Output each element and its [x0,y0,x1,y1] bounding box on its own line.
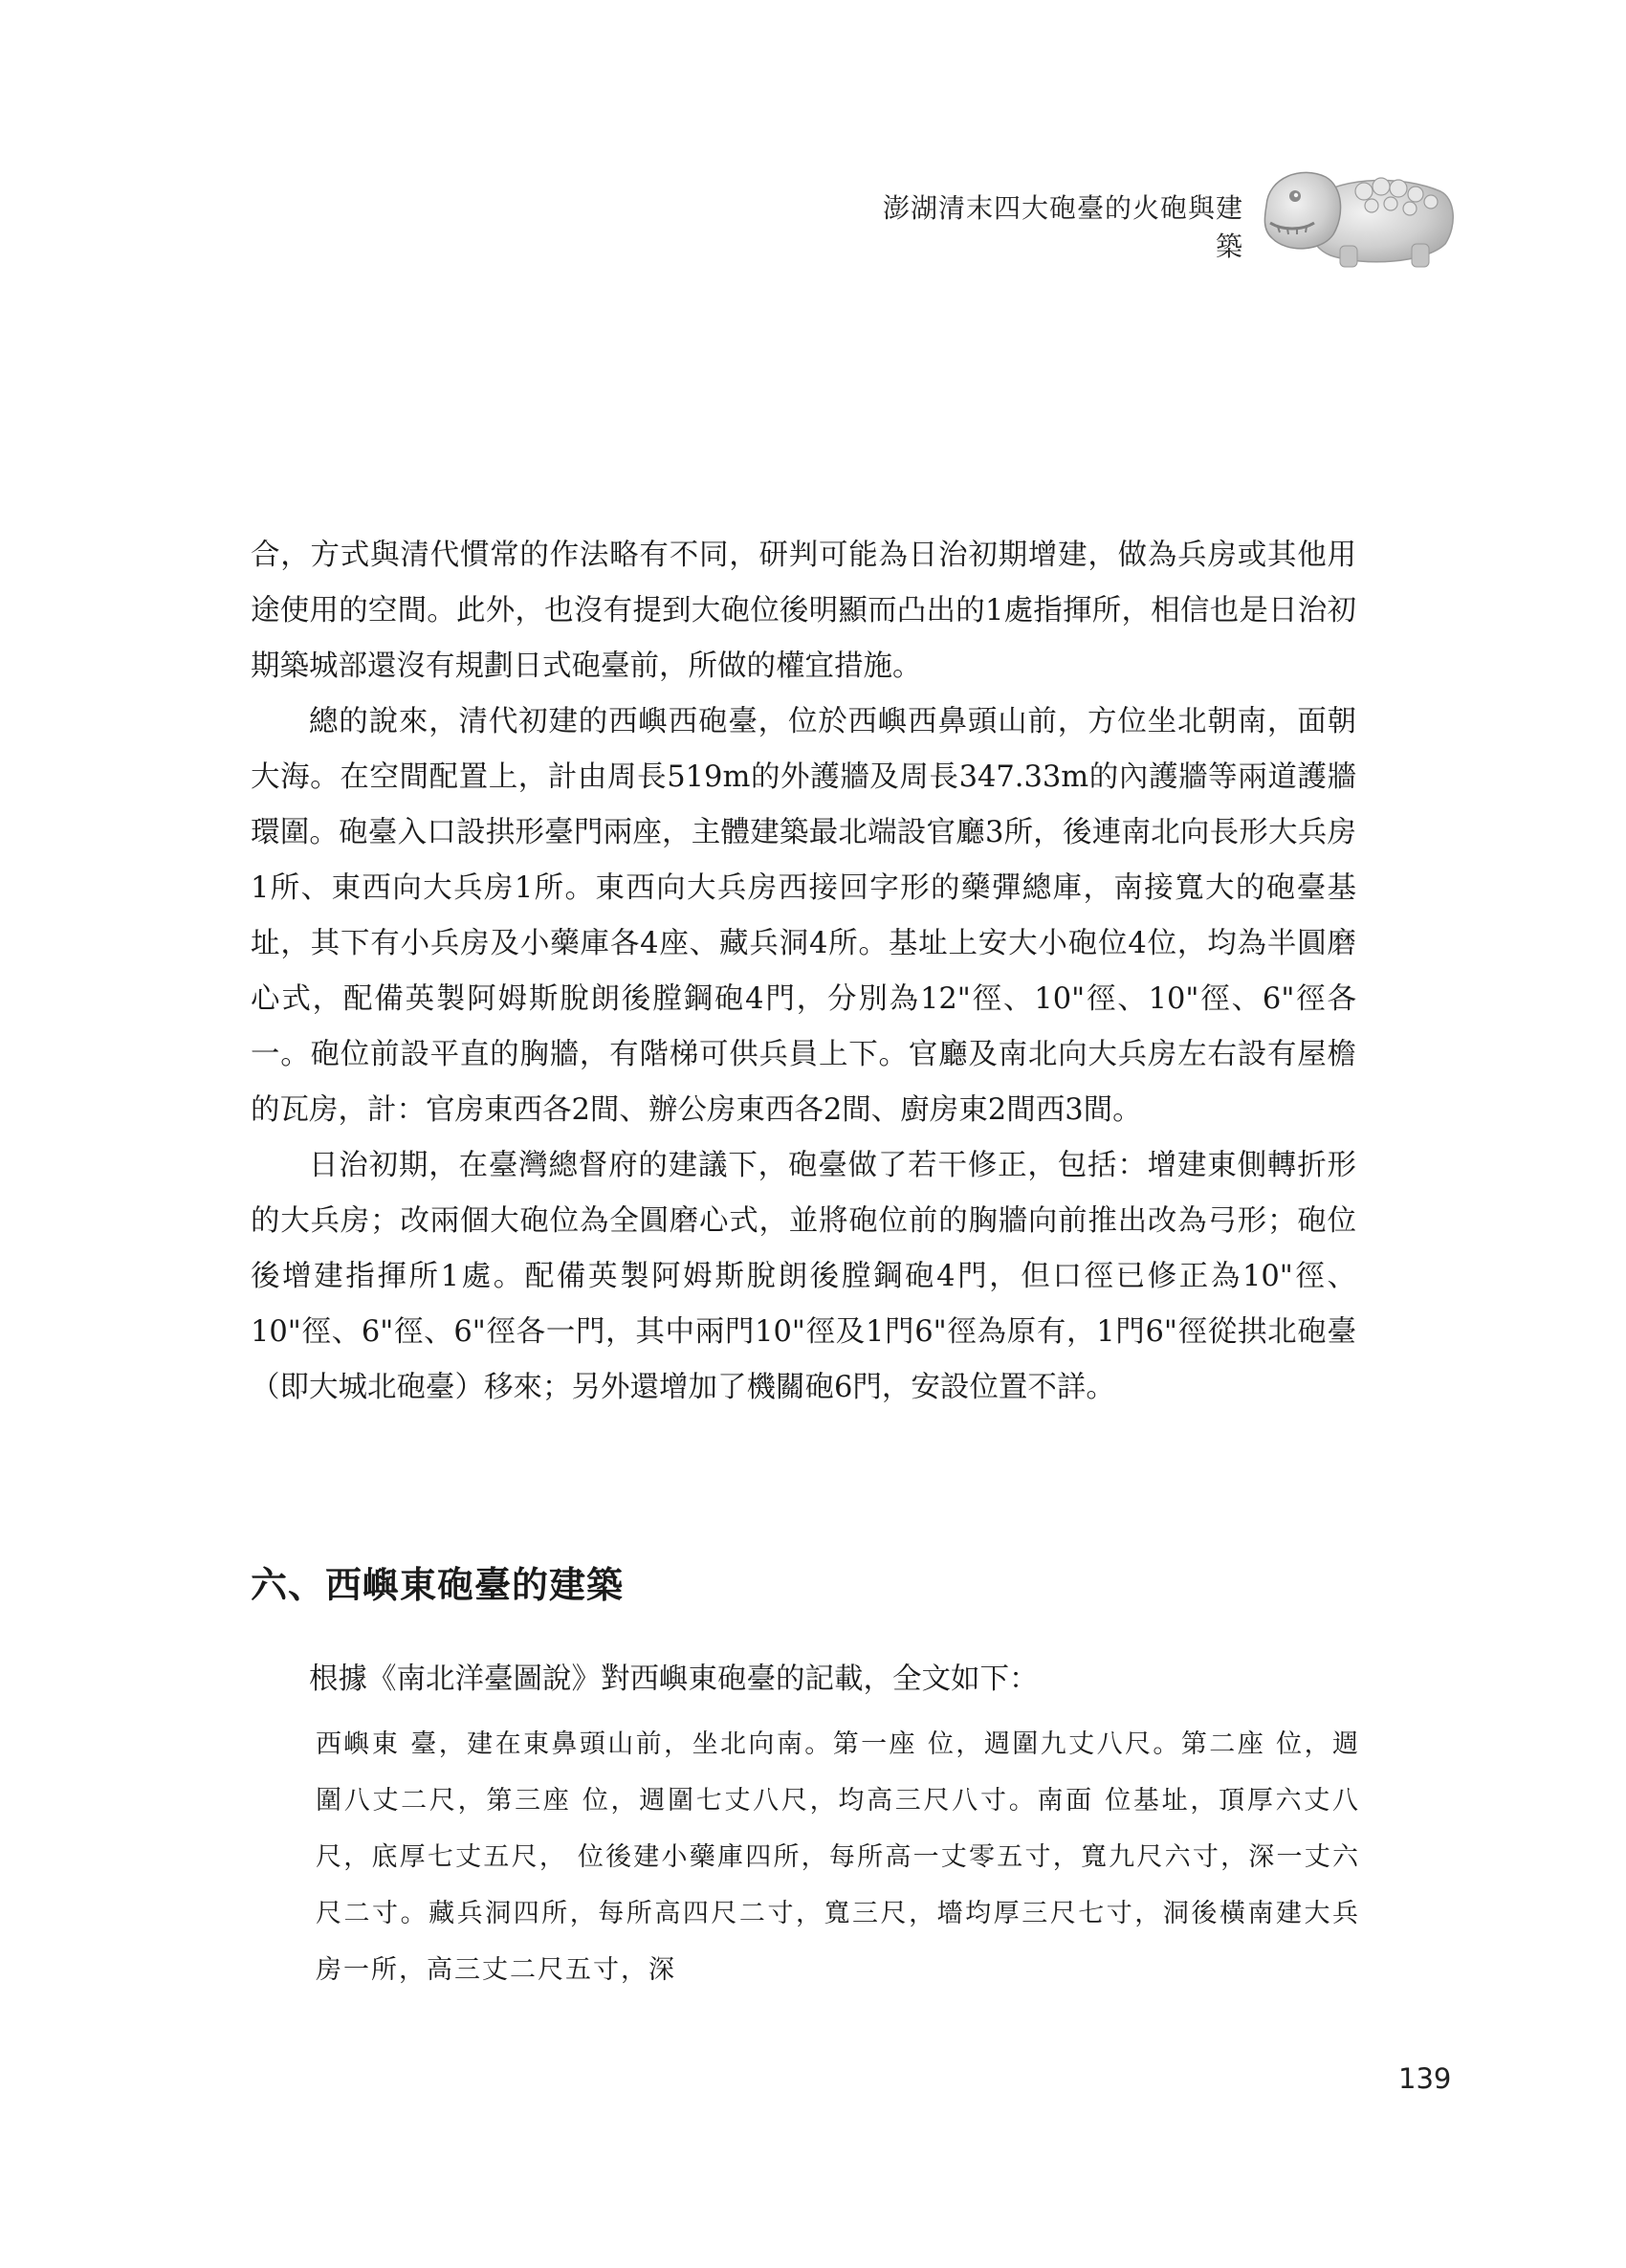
page-number: 139 [1398,2062,1452,2095]
body-text [251,528,1356,1416]
paragraph-3: 日治初期，在臺灣總督府的建議下，砲臺做了若干修正，包括：增建東側轉折形的大兵房；改兩個大砲位為全圓磨心式，並將砲位前的胸牆向前推出改為弓形；砲位後增建指揮所1處。配備英製阿姆斯脫朗後膛鋼砲4門，但口徑已修正為10"徑、10"徑、6"徑、6"徑各一門，其中兩門10"徑及1門6"徑為原有，1門6"徑從拱北砲臺（即大城北砲臺）移來；另外還增加了機關砲6門，安設位置不詳。 [251,1149,1356,1404]
stone-lion-emblem-icon [1249,139,1460,273]
paragraph-1: 合，方式與清代慣常的作法略有不同，研判可能為日治初期增建，做為兵房或其他用途使用的空間。此外，也沒有提到大砲位後明顯而凸出的1處指揮所，相信也是日治初期築城部還沒有規劃日式砲臺前，所做的權宜措施。 [251,539,1356,683]
running-header-title: 澎湖清末四大砲臺的火砲與建築 [882,192,1243,262]
quoted-passage: 西嶼東 臺，建在東鼻頭山前，坐北向南。第一座 位，週圍九丈八尺。第二座 位，週圍八丈二尺，第三座 位，週圍七丈八尺，均高三尺八寸。南面 位基址，頂厚六丈八尺，底厚七丈五尺， 位後建小藥庫四所，每所高一丈零五寸，寬九尺六寸，深一丈六尺二寸。藏兵洞四所，每所高四尺二寸，寬三尺，墻均厚三尺七寸，洞後橫南建大兵房一所，高三丈二尺五寸，深 [316,1729,1360,1985]
section-heading: 六、西嶼東砲臺的建築 [251,1564,625,1606]
section-intro: 根據《南北洋臺圖說》對西嶼東砲臺的記載，全文如下： [309,1662,1039,1696]
paragraph-2: 總的說來，清代初建的西嶼西砲臺，位於西嶼西鼻頭山前，方位坐北朝南，面朝大海。在空間配置上，計由周長519m的外護牆及周長347.33m的內護牆等兩道護牆環圍。砲臺入口設拱形臺門兩座，主體建築最北端設官廳3所，後連南北向長形大兵房1所、東西向大兵房1所。東西向大兵房西接回字形的藥彈總庫，南接寬大的砲臺基址，其下有小兵房及小藥庫各4座、藏兵洞4所。基址上安大小砲位4位，均為半圓磨心式，配備英製阿姆斯脫朗後膛鋼砲4門，分別為12"徑、10"徑、10"徑、6"徑各一。砲位前設平直的胸牆，有階梯可供兵員上下。官廳及南北向大兵房左右設有屋檐的瓦房，計：官房東西各2間、辦公房東西各2間、廚房東2間西3間。 [251,705,1356,1127]
